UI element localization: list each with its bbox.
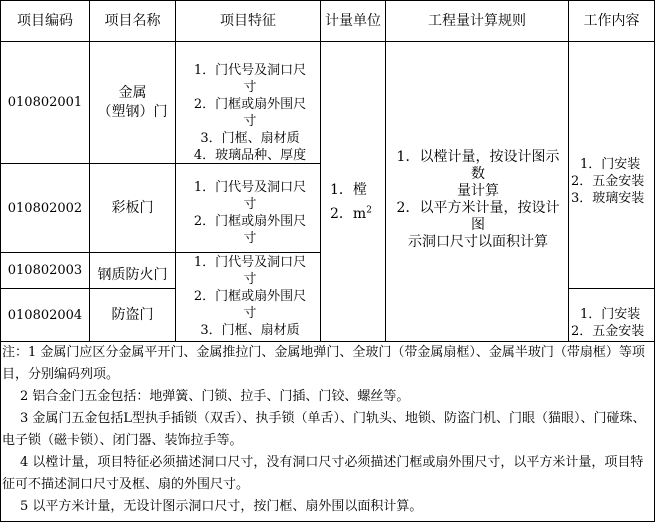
row2-feature-line: 1．门代号及洞口尺 <box>193 180 307 195</box>
header-code: 项目编码 <box>17 12 73 29</box>
row1-feature-line: 3．门框、扇材质 <box>200 131 300 146</box>
unit-line1: 1．樘 <box>330 182 367 198</box>
header-name: 项目名称 <box>104 12 161 29</box>
shared-feature-line: 寸 <box>243 306 257 321</box>
row2-feature-line: 寸 <box>243 231 257 246</box>
header-work: 工作内容 <box>583 12 640 29</box>
header-unit: 计量单位 <box>325 12 381 29</box>
row1-code: 010802001 <box>7 95 83 110</box>
col5-border <box>568 0 569 342</box>
row1-name <box>90 42 175 163</box>
note-item: 2 铝合金门五金包括：地弹簧、门锁、拉手、门插、门铰、螺丝等。 <box>20 389 410 404</box>
work-upper-line: 2．五金安装 <box>571 174 645 189</box>
col4-border <box>385 0 386 342</box>
note-item: 3 金属门五金包括L型执手插锁（双舌）、执手锁（单舌）、门轨头、地锁、防盗门机、门眼（猫眼）、门碰珠、电子锁（磁卡锁）、闭门器、装饰拉手等。 <box>2 411 646 448</box>
shared-features <box>182 254 318 339</box>
note-item: 注：1 金属门应区分金属平开门、金属推拉门、金属地弹门、全玻门（带金属扇框）、金属半玻门（带扇框）等项目，分别编码列项。 <box>2 345 645 382</box>
unit-cell <box>330 178 384 226</box>
rule-line: 1．以樘计量，按设计图示 <box>396 149 560 165</box>
header-rule: 工程量计算规则 <box>428 12 526 29</box>
work-upper <box>571 156 653 207</box>
work-lower-line: 2．五金安装 <box>571 324 645 339</box>
unit-line2-sup: 2 <box>366 205 372 216</box>
shared-feature-line: 3．门框、扇材质 <box>200 323 300 338</box>
shared-feature-line: 2．门框或扇外围尺 <box>193 289 307 304</box>
row2-name: 彩板门 <box>111 199 154 216</box>
unit-line2-text: 2．m <box>330 206 367 222</box>
row1-name-line1: 金属 <box>118 84 147 101</box>
note-item: 4 以樘计量，项目特征必须描述洞口尺寸，没有洞口尺寸必须描述门框或扇外围尺寸，以平方米计量，项目特征可不描述洞口尺寸及框、扇的外围尺寸。 <box>2 455 644 492</box>
shared-feature-line: 寸 <box>243 272 257 287</box>
row1-features <box>182 62 318 164</box>
work-split-border <box>568 288 655 289</box>
rule-line: 数 <box>471 166 485 182</box>
work-lower-line: 1．门安装 <box>580 307 641 322</box>
rule-line: 量计算 <box>457 183 499 199</box>
row2-code: 010802002 <box>7 200 83 216</box>
col3-border <box>320 0 321 342</box>
row2-feature-line: 寸 <box>243 197 257 212</box>
row1-feature-line: 寸 <box>243 114 257 129</box>
col2-border <box>175 0 176 342</box>
rule-cell <box>390 149 566 251</box>
row1-feature-line: 2．门框或扇外围尺 <box>193 97 307 112</box>
row4-name: 防盗门 <box>111 306 154 323</box>
work-upper-line: 3．玻璃安装 <box>571 191 645 206</box>
work-upper-line: 1．门安装 <box>580 157 641 172</box>
row2-features <box>182 179 318 247</box>
row3-name: 钢质防火门 <box>97 267 168 283</box>
row4-code: 010802004 <box>7 307 83 323</box>
rule-line: 2．以平方米计量，按设计 <box>396 200 560 216</box>
shared-feature-line: 1．门代号及洞口尺 <box>193 255 307 270</box>
row3-code: 010802003 <box>7 263 83 278</box>
row1-name-line2: （塑钢）门 <box>97 103 168 120</box>
rule-line: 示洞口尺寸以面积计算 <box>408 234 548 250</box>
work-lower <box>571 306 653 340</box>
note-item: 5 以平方米计量，无设计图示洞口尺寸，按门框、扇外围以面积计算。 <box>20 499 423 514</box>
row1-feature-line: 寸 <box>243 80 257 95</box>
rule-line: 图 <box>471 217 485 233</box>
row2-feature-line: 2．门框或扇外围尺 <box>193 214 307 229</box>
header-features: 项目特征 <box>220 12 276 29</box>
unit-line2 <box>330 202 384 226</box>
row1-feature-line: 4．玻璃品种、厚度 <box>193 148 307 163</box>
notes-section <box>2 342 653 518</box>
row1-feature-line: 1．门代号及洞口尺 <box>193 63 307 78</box>
